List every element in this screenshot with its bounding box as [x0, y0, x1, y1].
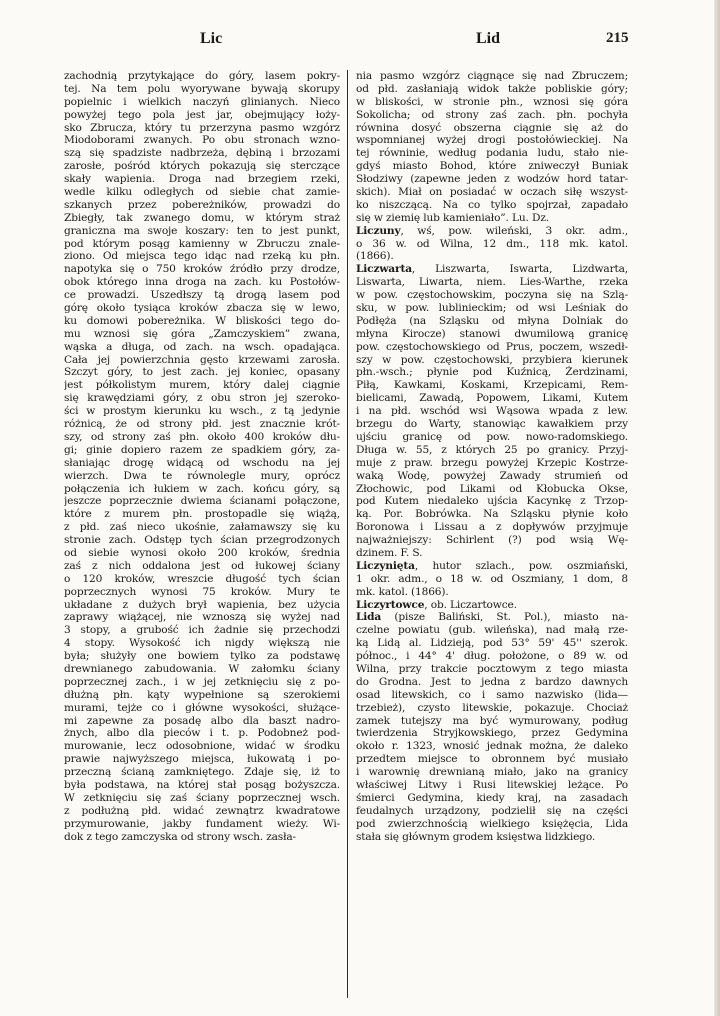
text-line: (1866).	[356, 250, 394, 263]
text-line: do Grodna. Jest to jedna z bardzo dawnych	[356, 675, 628, 688]
text-line: przedtem miejsce to obronnem być musiało	[356, 753, 628, 766]
text-line: od płd. zasłaniają widok także pobliskie góry;	[356, 82, 628, 95]
text-line: poprzecznych wynosi 75 kroków. Mury te	[64, 585, 340, 598]
text-line: murami, tejże co i główne wysokości, służące-	[64, 701, 340, 714]
text-line: Podłęża (na Szląsku od młyna Dolniak do	[356, 314, 628, 327]
header-left-word: Lic	[200, 30, 223, 47]
right-text-column	[356, 70, 628, 1000]
text-line: skich). Miał on posiadać w oczach siłę wszyst-	[356, 186, 628, 199]
text-line: pod którym posąg kamienny w Zbruczu znale-	[64, 237, 340, 250]
text-line: wedle kilku odległych od siebie chat zamie-	[64, 186, 340, 199]
column-divider	[347, 70, 348, 998]
text-line: W zetknięciu się zaś ściany poprzecznej wsch.	[64, 791, 340, 804]
text-line: o 36 w. od Wilna, 12 dm., 118 mk. katol.	[356, 237, 628, 250]
text-line: stronie zach. Odstęp tych ścian przegrodzonych	[64, 534, 340, 547]
text-line: skały wapienia. Droga nad brzegiem rzeki,	[64, 173, 340, 186]
text-line: jest półkolistym murem, który dalej ciągnie	[64, 379, 340, 392]
text-line: z płd. zaś nieco ukośnie, załamawszy się ku	[64, 521, 340, 534]
text-line: ści w prostym kierunku ku wsch., z tą jedynie	[64, 405, 340, 418]
text-line: czelne powiatu (gub. wileńska), nad małą rze-	[356, 624, 628, 637]
text-line: przeczną ścianą zamkniętego. Zdaje się, iż to	[64, 766, 340, 779]
text-line: poprzecznej zach., i w jej zetknięciu się z po-	[64, 675, 340, 688]
text-line: gdyś miasto Bohod, które zniweczył Buniak	[356, 160, 628, 173]
text-line: trzebież), czysto litewskie, pokazuje. Chociaż	[356, 701, 628, 714]
text-line: jeszcze poprzecznie dwiema ścianami połączone,	[64, 495, 340, 508]
text-line: się w ziemię lub kamieniało”. Lu. Dz.	[356, 211, 549, 224]
text-line: od siebie wynosi około 200 kroków, średnia	[64, 546, 340, 559]
text-line: młyna Kirocze) stanowi dwumilową granicę	[356, 327, 628, 340]
text-line: i na płd. wschód wsi Wąsowa wpada z lew.	[356, 405, 628, 418]
text-line: szkanych przez pobereżników, prowadzi do	[64, 198, 340, 211]
text-line: ujściu granicę od pow. nowo-radomskiego.	[356, 430, 628, 443]
text-line: Długa w. 55, z których 25 po granicy. Przyj-	[356, 443, 628, 456]
text-line: była; służyły one bowiem tylko za podstawę	[64, 650, 340, 663]
text-line: z podłużną płd. widać zewnątrz kwadratowe	[64, 804, 340, 817]
text-line: zachodnią przytykające do góry, lasem pokry-	[64, 70, 340, 82]
text-line: Piłą, Kawkami, Koskami, Krzepicami, Rem-	[356, 379, 628, 392]
text-line: gi; ginie dopiero razem ze spadkiem góry, za-	[64, 443, 340, 456]
text-line: przymurowanie, jakby fundament wieży. Wi-	[64, 817, 340, 830]
text-line: brzegu do Warty, stanowiąc kawałkiem przy	[356, 418, 628, 431]
text-line: twierdzenia Stryjkowskiego, przez Gedymina	[356, 727, 628, 740]
text-line: żnych, albo dla pieców i t. p. Podobneż pod-	[64, 727, 340, 740]
page-edge-shadow	[714, 0, 720, 1016]
text-line: słaniając drogę widącą od wschodu na jej	[64, 456, 340, 469]
text-line: Słodziwy (zapewne jeden z wodzów hord tatar-	[356, 173, 628, 186]
text-line: była podstawa, na której stał posąg bożyszcza.	[64, 778, 340, 791]
text-line: szą się spadziste nadbrzeża, dębiną i brzozami	[64, 147, 340, 160]
text-line: ko niszczącą. Na co tylko spojrzał, zapadało	[356, 198, 628, 211]
text-line: i warownię drewnianą miało, jako na granicy	[356, 766, 628, 779]
text-line: Liswarta, Liwarta, niem. Lies-Warthe, rzeka	[356, 276, 628, 289]
text-line: pod Kutem niedaleko ujścia Kacynkę z Trzop-	[356, 495, 628, 508]
text-line: feudalnych urządzony, podzielił się na części	[356, 804, 628, 817]
text-line: wierzch. Dwa te równolegle mury, oprócz	[64, 469, 340, 482]
text-line: płn.-wsch.; płynie pod Kuźnicą, Żerdzinami,	[356, 366, 628, 379]
text-line: Wilna, przy trakcie pocztowym z tego miasta	[356, 662, 628, 675]
text-line: 3 stopy, a grubość ich żadnie się przechodzi	[64, 624, 340, 637]
text-line: zaś z nich oddalona jest od łukowej ściany	[64, 559, 340, 572]
running-header	[60, 30, 660, 54]
header-middle-word: Lid	[476, 30, 501, 47]
text-line: Liczuny, wś, pow. wileński, 3 okr. adm.,	[356, 224, 628, 237]
text-line: około r. 1323, wnosić jednak można, że daleko	[356, 740, 628, 753]
text-line: Szczyt góry, to jest zach. jej koniec, opasany	[64, 366, 340, 379]
text-line: Liczwarta, Liszwarta, Iswarta, Lizdwarta,	[356, 263, 628, 276]
text-line: szy, od strony zaś płn. około 400 kroków dłu-	[64, 430, 340, 443]
text-line: sko Zbrucza, który tu przerzyna pasmo wzgórz	[64, 121, 340, 134]
text-line: się krawędziami góry, z obu stron jej szeroko-	[64, 392, 340, 405]
text-line: ziono. Od miejsca tego idąc nad rzeką ku płn.	[64, 250, 340, 263]
text-line: szy w pow. częstochowski, przybiera kierunek	[356, 353, 628, 366]
text-line: właściwej Litwy i Rusi litewskiej leżące. Po	[356, 778, 628, 791]
text-line: Liczynięta, hutor szlach., pow. oszmiański,	[356, 559, 628, 572]
text-line: muje z praw. brzegu powyżej Krzepic Kostrze-	[356, 456, 628, 469]
text-line: zarosłe, pośród których pokazują się sterczące	[64, 160, 340, 173]
text-line: obok którego inna droga na zach. ku Postołów-	[64, 276, 340, 289]
text-line: 4 stopy. Wysokość ich nigdy większą nie	[64, 637, 340, 650]
text-line: dłużną płn. kąty wypełnione są szerokiemi	[64, 688, 340, 701]
text-line: stała się głównym grodem księstwa lidzkiego.	[356, 830, 596, 843]
text-line: Zbiegły, tak zwanego domu, w którym straż	[64, 211, 340, 224]
text-line: drewnianego zabudowania. W załomku ściany	[64, 662, 340, 675]
text-line: powyżej tego pola jest jar, obejmujący łoży-	[64, 108, 340, 121]
text-line: górę około tysiąca kroków zbacza się w lewo,	[64, 302, 340, 315]
text-line: dok z tego zamczyska od strony wsch. zasła-	[64, 830, 296, 843]
text-line: o 120 kroków, wreszcie długość tych ścian	[64, 572, 340, 585]
text-line: tej. Na tem polu wyorywane bywają skorupy	[64, 82, 340, 95]
text-line: prawie najwyższego miejsca, łukowatą i po-	[64, 753, 340, 766]
text-line: Miodoborami zwanych. Po obu stronach wzno-	[64, 134, 340, 147]
text-line: Boronowa i Lissau a z dopływów przyjmuje	[356, 521, 628, 534]
text-line: Złochowic, pod Likami od Kłobucka Okse,	[356, 482, 628, 495]
text-line: popielnic i wielkich naczyń glinianych. Nieco	[64, 95, 340, 108]
text-line: układane z dużych brył wapienia, bez użycia	[64, 598, 340, 611]
text-line: ką Lidą al. Lidzieją, pod 53° 59' 45'' szerok.	[356, 637, 628, 650]
text-line: różnicą, że od strony płd. jest znacznie krót-	[64, 418, 340, 431]
left-text-column	[64, 70, 340, 1000]
text-line: wąska a długa, od zach. na wsch. opadająca.	[64, 340, 340, 353]
text-line: Liczyrtowce, ob. Liczartowce.	[356, 598, 517, 611]
text-line: nia pasmo wzgórz ciągnące się nad Zbruczem;	[356, 70, 628, 82]
text-line: graniczna ma swoje koszary: ten to jest punkt,	[64, 224, 340, 237]
text-line: mu wznosi się góra „Zamczyskiem” zwana,	[64, 327, 340, 340]
text-line: północ., i 44° 4' dług. położone, o 89 w. od	[356, 650, 628, 663]
text-line: ce prowadzi. Uszedłszy tą drogą lasem pod	[64, 289, 340, 302]
text-line: Sokolicha; od strony zaś zach. płn. pochyła	[356, 108, 628, 121]
text-line: wspomnianej wyżej drogi postołówieckiej. Na	[356, 134, 628, 147]
text-line: 1 okr. adm., o 18 w. od Oszmiany, 1 dom, 8	[356, 572, 628, 585]
text-line: pod zwierzchnością wielkiego księżęcia, Lida	[356, 817, 628, 830]
text-line: waką Wodę, powyżej Zawady strumień od	[356, 469, 628, 482]
text-line: zamek tutejszy ma być wymurowany, podług	[356, 714, 628, 727]
text-line: Cała jej powierzchnia gęsto krzewami zarosła.	[64, 353, 340, 366]
text-line: bielicami, Zawadą, Popowem, Likami, Kutem	[356, 392, 628, 405]
text-line: ku domowi pobereżnika. W bliskości tego do-	[64, 314, 340, 327]
text-line: mk. katol. (1866).	[356, 585, 449, 598]
text-line: napotyka się o 750 kroków źródło przy drodze,	[64, 263, 340, 276]
text-line: dzinem. F. S.	[356, 546, 423, 559]
text-line: w pow. częstochowskim, poczyna się na Szlą-	[356, 289, 628, 302]
page-number: 215	[606, 30, 629, 46]
text-line: mi zapewne za posadę albo dla baszt nadro-	[64, 714, 340, 727]
text-line: śmierci Gedymina, kiedy kraj, na zasadach	[356, 791, 628, 804]
text-line: murowanie, lecz odosobnione, widać w środku	[64, 740, 340, 753]
text-line: zaprawy wiążącej, nie wznoszą się wyżej nad	[64, 611, 340, 624]
text-line: sku, w pow. lublinieckim; od wsi Leśniak do	[356, 302, 628, 315]
text-line: najważniejszy: Schirlent (?) pod wsią Wę-	[356, 534, 628, 547]
text-line: ką. Por. Bobrówka. Na Szląsku płynie koło	[356, 508, 628, 521]
text-line: tej równinie, według podania ludu, stało nie-	[356, 147, 628, 160]
text-line: Lida (pisze Baliński, St. Pol.), miasto na-	[356, 611, 628, 624]
text-line: osad litewskich, co i samo nazwisko (lida—	[356, 688, 628, 701]
text-line: równina dosyć obszerna ciągnie się aż do	[356, 121, 628, 134]
text-line: pow. częstochowskiego od Prus, poczem, wszedł-	[356, 340, 628, 353]
text-line: w bliskości, w stronie płn., wznosi się góra	[356, 95, 628, 108]
text-line: które z murem płn. prostopadle się wiążą,	[64, 508, 340, 521]
text-line: połączenia ich łukiem w zach. końcu góry, są	[64, 482, 340, 495]
